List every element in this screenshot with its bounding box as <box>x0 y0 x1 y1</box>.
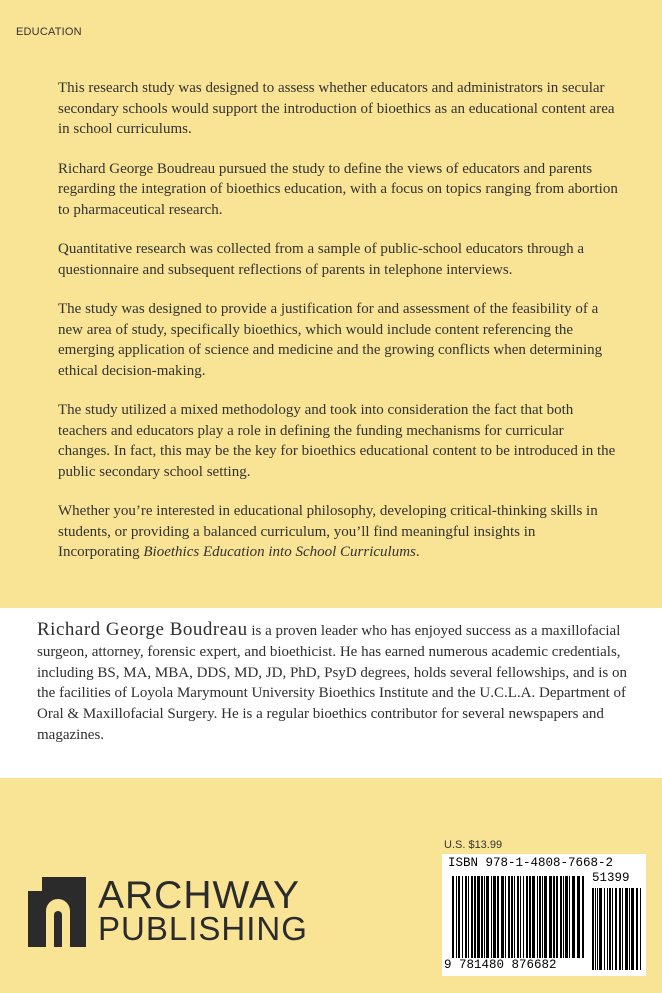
barcode-bar <box>560 876 562 958</box>
barcode-bar <box>599 888 602 970</box>
barcode-bar <box>609 888 611 970</box>
barcode-bar <box>553 876 555 958</box>
barcode-bar <box>484 876 485 958</box>
publisher-logo <box>28 874 318 947</box>
barcode-bar <box>629 888 630 970</box>
barcode-bar <box>619 888 621 970</box>
blurb-p6-text: Whether you’re interested in educational philosophy, developing critical-thinking skills in students, or providing a balanced curriculum, you’ll find meaningful insights in Incorporating <box>58 503 598 560</box>
barcode-bar <box>501 876 504 958</box>
barcode-bar <box>636 888 638 970</box>
barcode-bar <box>612 888 613 970</box>
barcode-bar <box>468 876 469 958</box>
barcode-bar <box>465 876 467 958</box>
author-bio <box>37 620 637 746</box>
barcode-bar <box>517 876 519 958</box>
barcode-bar <box>615 888 617 970</box>
barcode-bar <box>486 876 489 958</box>
barcode-bar <box>481 876 483 958</box>
barcode-bar <box>595 888 596 970</box>
barcode-bar <box>607 888 608 970</box>
barcode-bar <box>520 876 521 958</box>
barcode-bar <box>597 888 598 970</box>
isbn-text: ISBN 978-1-4808-7668-2 <box>448 856 614 870</box>
barcode-bar <box>526 876 528 958</box>
barcode-bar <box>477 876 480 958</box>
blurb-paragraph-2: Richard George Boudreau pursued the study to define the views of educators and parents regarding the integration of bioethics education, with a focus on topics ranging from abortion to pharmaceutical research. <box>58 160 618 218</box>
barcode-bar <box>565 876 568 958</box>
barcode-bar <box>523 876 524 958</box>
barcode-bar <box>537 876 538 958</box>
barcode-bar <box>529 876 531 958</box>
addon-digits: 51399 <box>592 871 630 885</box>
barcode-bar <box>544 876 547 958</box>
barcode-bar <box>572 876 575 958</box>
barcode-bar <box>549 876 552 958</box>
barcode-bar <box>491 876 492 958</box>
barcode-bar <box>542 876 543 958</box>
archway-logo-icon <box>28 877 86 947</box>
barcode-bar <box>474 876 476 958</box>
barcode-bar <box>592 888 594 970</box>
barcode-bar <box>625 888 628 970</box>
barcode-bar <box>493 876 496 958</box>
ean-digits: 9 781480 876682 <box>444 958 557 972</box>
barcode-bar <box>631 888 634 970</box>
publisher-name-line1: ARCHWAY <box>98 874 300 917</box>
blurb-paragraph-1: This research study was designed to assess whether educators and administrators in secular secondary schools would support the introduction of bioethics as an educational content area in school curriculums. <box>58 80 615 137</box>
barcode-bar <box>604 888 605 970</box>
barcode-bar <box>514 876 515 958</box>
barcode <box>442 854 646 976</box>
barcode-bar <box>532 876 535 958</box>
author-bio-text: is a proven leader who has enjoyed success as a maxillofacial surgeon, attorney, forensic expert, and bioethicist. He has earned numerous academic credentials, including BS, MA, MBA, DDS, MD, JD, PhD, PsyD degrees, holds several fellowships, and is on the facilities of Loyola Marymount University Bioethics Institute and the U.C.L.A. Department of Oral & Maxillofacial Surgery. He is a regular bioethics contributor for several newspapers and magazines. <box>37 623 627 743</box>
price-label: U.S. $13.99 <box>444 839 503 851</box>
barcode-bar <box>622 888 623 970</box>
barcode-bar <box>563 876 564 958</box>
back-cover-blurb <box>58 78 618 582</box>
barcode-bar <box>577 876 580 958</box>
barcode-bar <box>640 888 641 970</box>
barcode-bar <box>556 876 558 958</box>
barcode-bar <box>508 876 510 958</box>
blurb-paragraph-6 <box>58 501 618 563</box>
barcode-bar <box>497 876 499 958</box>
book-title-italic: Bioethics Education into School Curriculums <box>143 544 416 560</box>
barcode-bar <box>505 876 506 958</box>
blurb-paragraph-3: Quantitative research was collected from a sample of public-school educators through a questionnaire and subsequent reflections of parents in telephone interviews. <box>58 241 585 278</box>
author-name: Richard George Boudreau <box>37 619 248 640</box>
barcode-bar <box>471 876 473 958</box>
barcode-bar <box>452 876 454 958</box>
barcode-bar <box>539 876 541 958</box>
barcode-bar <box>456 876 457 958</box>
category-label: EDUCATION <box>16 26 82 38</box>
barcode-bar <box>462 876 463 958</box>
blurb-paragraph-5: The study utilized a mixed methodology and took into consideration the fact that both teachers and educators play a role in defining the funding mechanisms for curricular changes. In fact, this may be the key for bioethics educational content to be introduced in the public secondary school setting. <box>58 402 616 480</box>
blurb-paragraph-4: The study was designed to provide a justification for and assessment of the feasibility of a new area of study, specifically bioethics, which would include content referencing the emerging application of science and medicine and the growing conflicts when determining ethical decision-making. <box>58 301 603 379</box>
barcode-bar <box>569 876 570 958</box>
barcode-bar <box>458 876 460 958</box>
barcode-bar <box>582 876 584 958</box>
blurb-p6-end: . <box>415 544 420 560</box>
publisher-name-line2: PUBLISHING <box>98 910 308 947</box>
barcode-bar <box>511 876 513 958</box>
